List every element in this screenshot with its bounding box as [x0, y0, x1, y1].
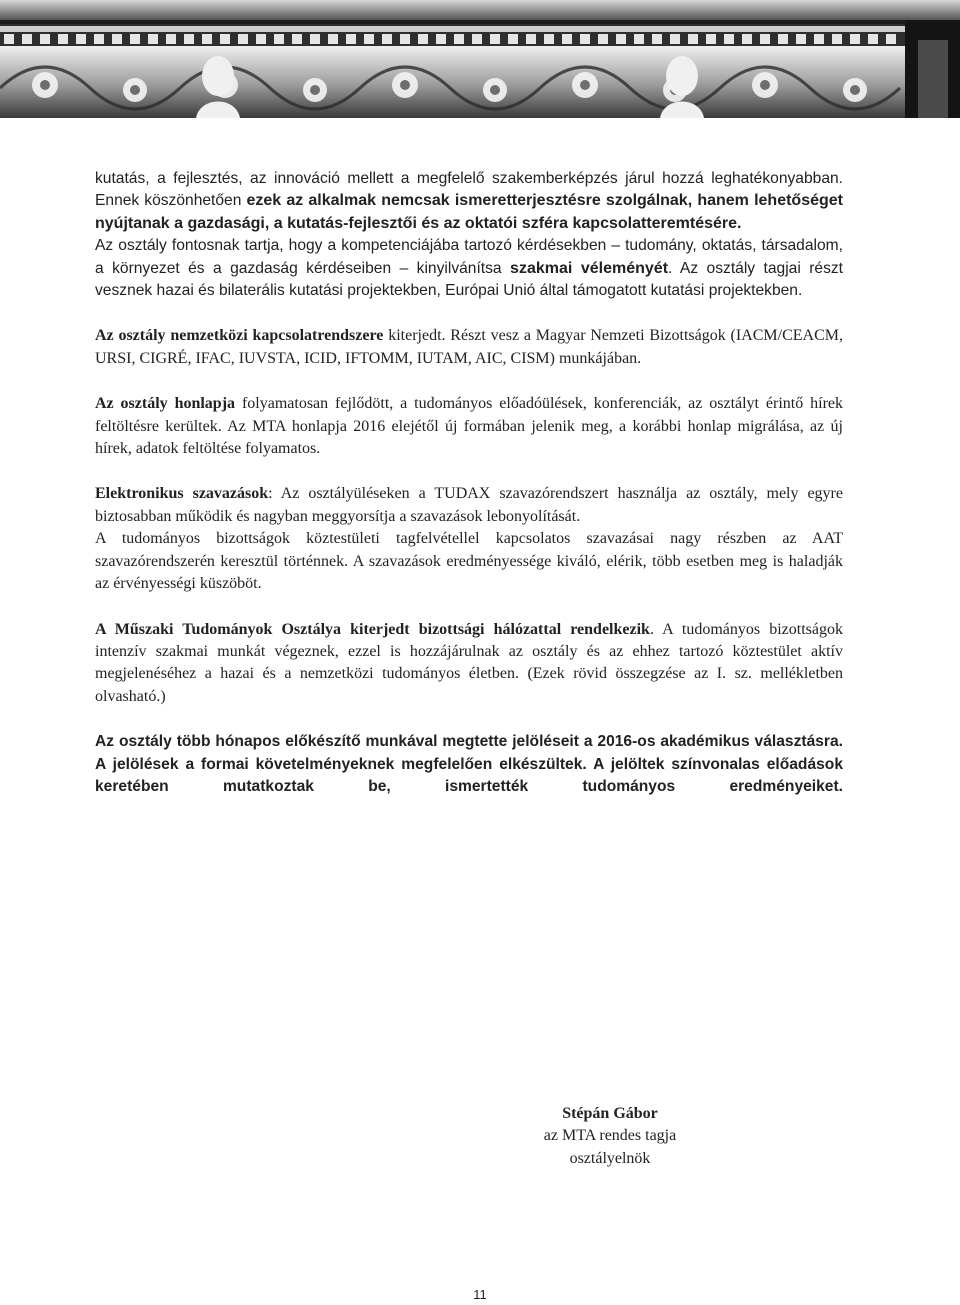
committee-voting-text: A tudományos bizottságok köztestületi tagfelvétellel kapcsolatos szavazásai nagy részben az AAT szavazórendszerén keresztül történnek. A szavazások eredményessége kiváló, elérik, több esetben meg is haladják az érvényességi küszöböt. [95, 530, 843, 593]
paragraph-intro-text: kutatás, a fejlesztés, az innováció mellett a megfelelő szakemberképzés járul hozzá leghatékonyabban. Ennek köszönhetően [95, 170, 843, 210]
highlight-outreach-purpose: ezek az alkalmak nemcsak ismeretterjesztésre szolgálnak, hanem lehetőséget nyújtanak a gazdasági, a kutatás-fejlesztői és az oktatói szféra kapcsolatteremtésére. [95, 192, 843, 232]
signatory-title: az MTA rendes tagja [543, 1127, 677, 1145]
highlight-electronic-voting: Elektronikus szavazások [95, 485, 269, 503]
highlight-professional-opinion: szakmai véleményét [510, 259, 669, 277]
page-number: 11 [473, 1287, 487, 1302]
paragraph-international-relations [95, 325, 843, 370]
website-text: folyamatosan fejlődött, a tudományos előadóülések, konferenciák, az osztályt érintő hírek feltöltésre kerültek. Az MTA honlapja 2016 elejétől új formában jelenik meg, a korábbi honlap migrálása, az új hírek, adatok feltöltése folyamatos. [95, 395, 844, 458]
highlight-committee-network: A Műszaki Tudományok Osztálya kiterjedt bizottsági hálózattal rendelkezik [95, 620, 650, 638]
paragraph-electronic-voting [95, 483, 843, 595]
highlight-academic-nominations: Az osztály több hónapos előkészítő munkával megtette jelöléseit a 2016-os akadémikus választásra. A jelölések a formai követelményeknek megfelelően elkészültek. A jelöltek színvonalas előadások keretében mutatkoztak be, ismertették tudományos eredményeiket. [95, 733, 843, 795]
opinions-text: Az osztály fontosnak tartja, hogy a kompetenciájába tartozó kérdésekben – tudomány, oktatás, társadalom, a környezet és a gazdaság kérdéseiben – kinyilvánítsa [95, 237, 843, 277]
report-body [95, 168, 843, 798]
projects-text: . Az osztály tagjai részt vesznek hazai és bilaterális kutatási projektekben, Európai Unió által támogatott kutatási projektekben. [95, 259, 844, 300]
frieze-illustration [0, 0, 960, 118]
highlight-website: Az osztály honlapja [95, 395, 236, 413]
header-ornamental-banner [0, 0, 960, 118]
signatory-role: osztályelnök [569, 1149, 651, 1167]
signatory-name: Stépán Gábor [562, 1105, 658, 1122]
paragraph-website [95, 393, 843, 460]
international-relations-text: kiterjedt. Részt vesz a Magyar Nemzeti Bizottságok (IACM/CEACM, URSI, CIGRÉ, IFAC, IUVSTA, ICID, IFTOMM, IUTAM, AIC, CISM) munkájában. [95, 327, 844, 367]
paragraph-committee-network [95, 619, 843, 709]
paragraph-academic-nominations [95, 731, 843, 798]
signature-block [515, 1103, 705, 1170]
committee-network-text: . A tudományos bizottságok intenzív szakmai munkát végeznek, ezzel is hozzájárulnak az osztály és az ehhez tartozó köztestület aktív megjelenéséhez a hazai és a nemzetközi tudományos életben. (Ezek rövid összegzése az I. sz. mellékletben olvasható.) [95, 620, 843, 705]
electronic-voting-text: : Az osztályüléseken a TUDAX szavazórendszert használja az osztály, mely egyre biztosabban működik és nagyban meggyorsítja a szavazások lebonyolítását. [95, 485, 843, 525]
paragraph-outreach-and-opinions [95, 168, 843, 302]
highlight-international-relations: Az osztály nemzetközi kapcsolatrendszere [95, 327, 384, 345]
